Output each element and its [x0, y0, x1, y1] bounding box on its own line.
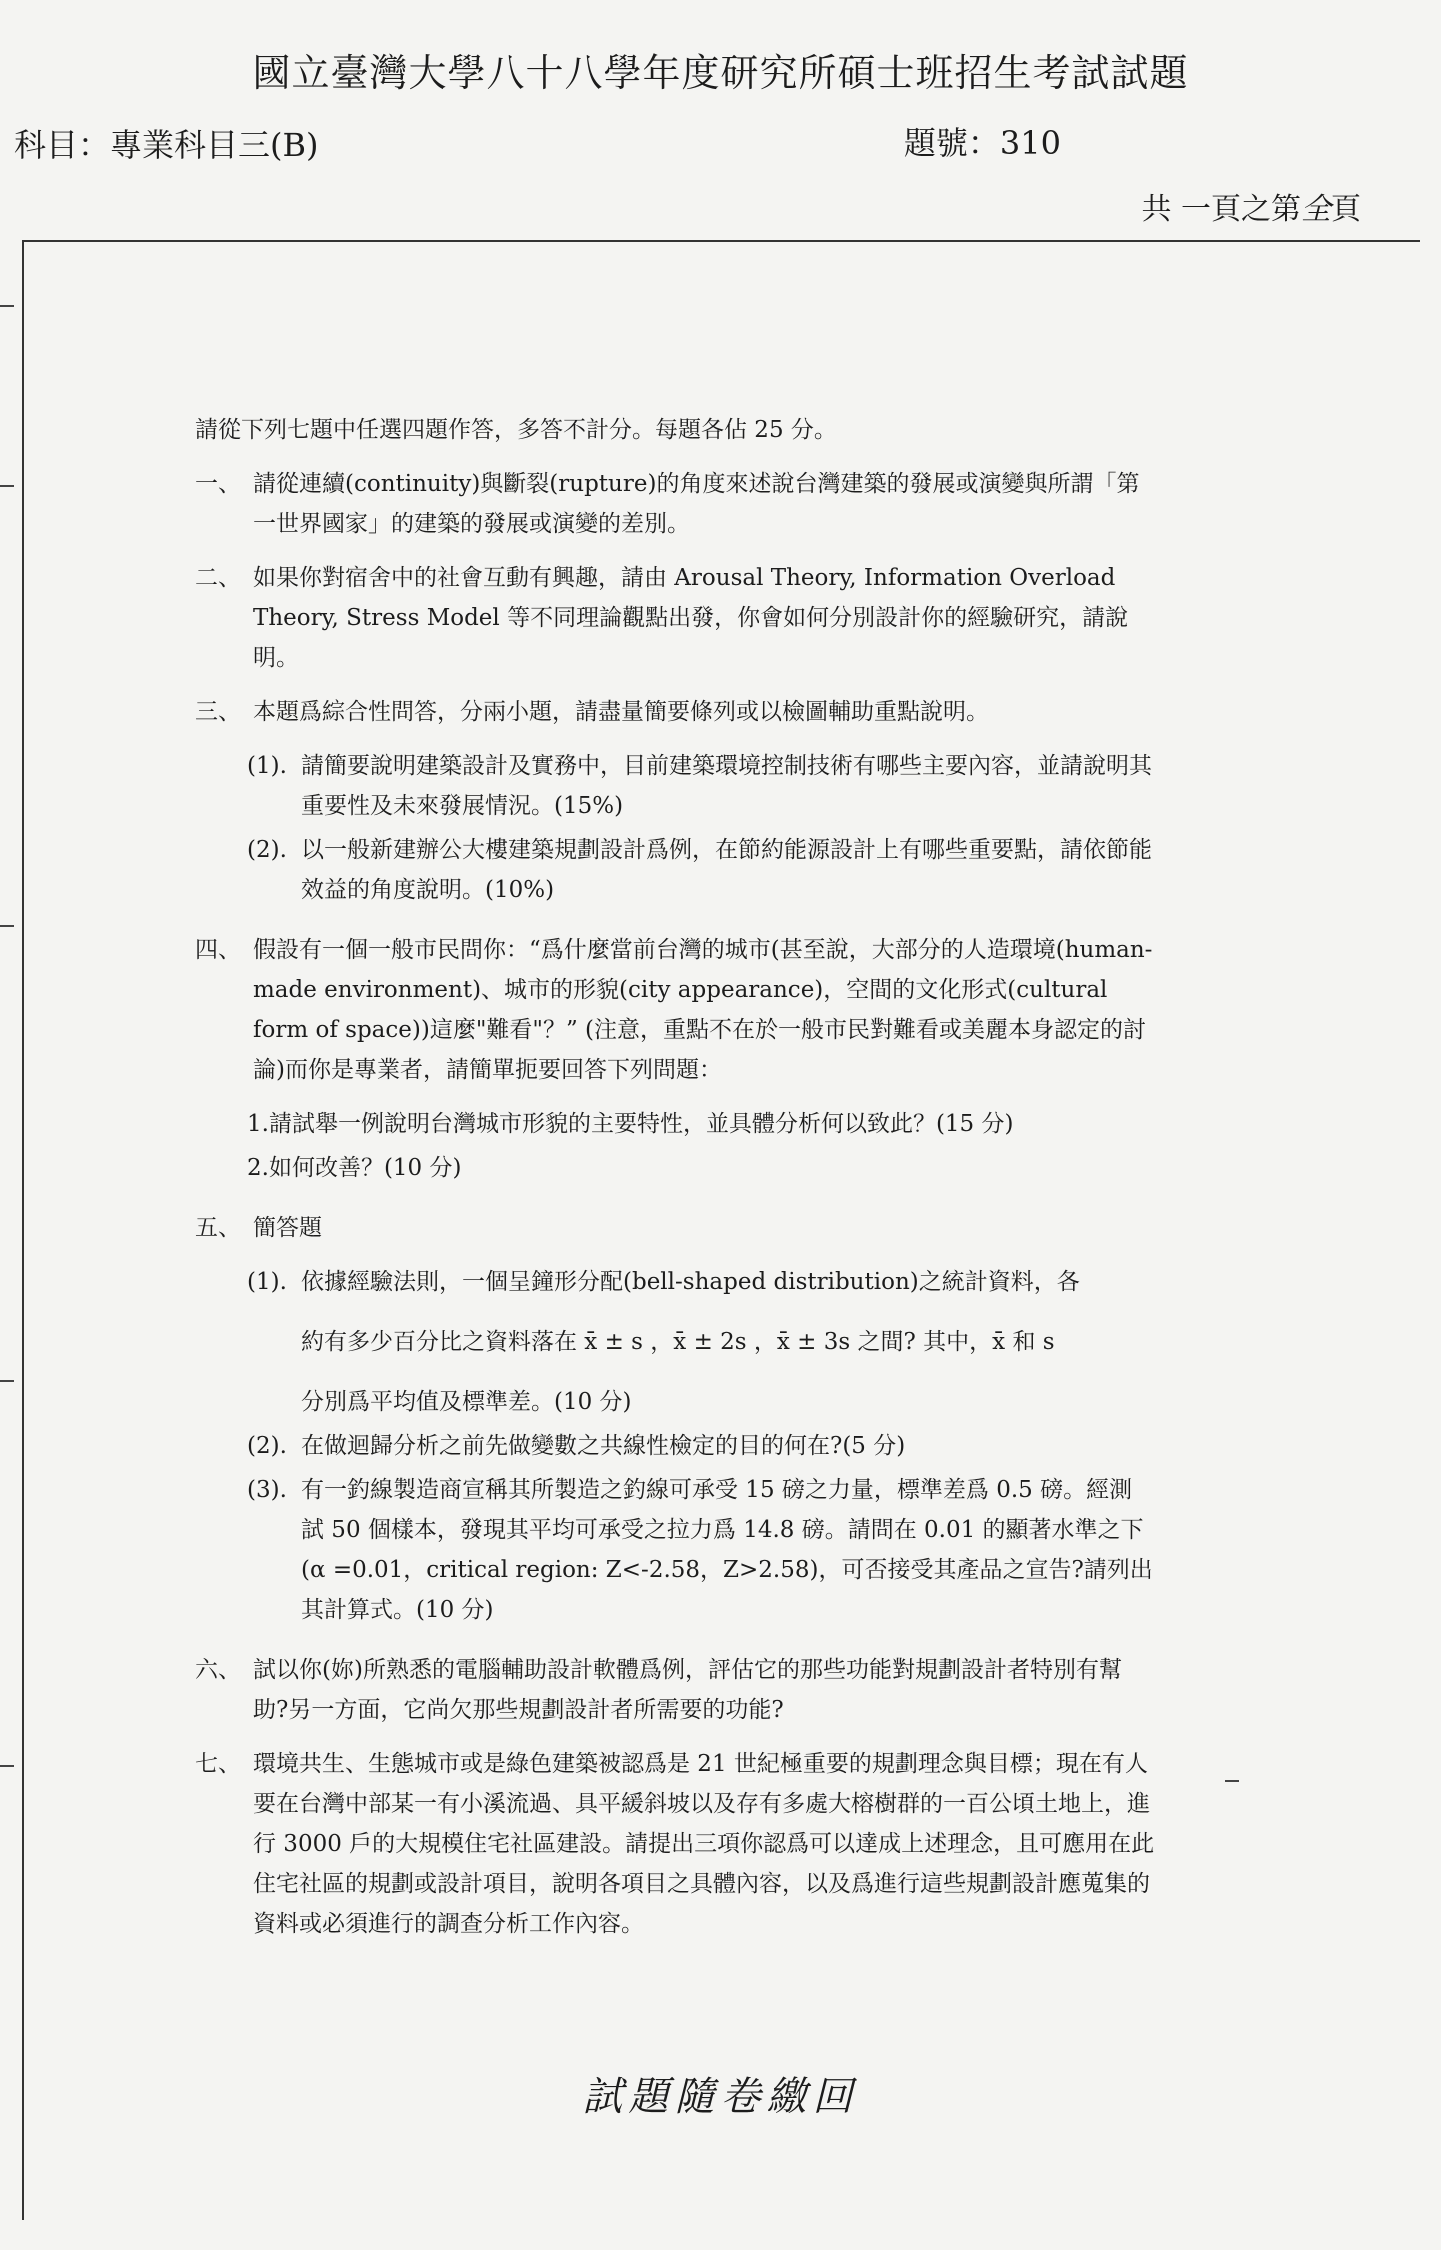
question-number-label: 五、 [195, 1215, 241, 1241]
question-3-sub-1 [247, 746, 1155, 826]
exam-content [195, 410, 1155, 1958]
sub-text: 請簡要說明建築設計及實務中，目前建築環境控制技術有哪些主要內容，並請說明其重要性及未來發展情況。(15%) [301, 753, 1152, 819]
sub-number: (1). [247, 753, 287, 779]
question-text: 本題爲綜合性問答，分兩小題，請盡量簡要條列或以檢圖輔助重點說明。 [253, 699, 989, 725]
question-text: 請從連續(continuity)與斷裂(rupture)的角度來述說台灣建築的發展或演變與所謂「第一世界國家」的建築的發展或演變的差別。 [253, 471, 1140, 537]
sub-text-line-3: 分別爲平均值及標準差。(10 分) [301, 1389, 632, 1415]
question-number: 題號：310 [903, 124, 1061, 162]
question-text: 如果你對宿舍中的社會互動有興趣，請由 Arousal Theory, Information Overload Theory, Stress Model 等不同理論觀點出發，你會如何分別設計你的經驗研究，請說明。 [253, 565, 1129, 671]
question-7 [195, 1744, 1155, 1944]
question-5 [195, 1208, 1155, 1248]
question-text: 假設有一個一般市民問你：“爲什麼當前台灣的城市(甚至說，大部分的人造環境(human-made environment)、城市的形貌(city appearance)，空間的文化形式(cultural form of space))這麼"難看"？” (注意，重點不在於一般市民對難看或美麗本身認定的討論)而你是專業者，請簡單扼要回答下列問題： [253, 937, 1153, 1083]
return-notice: 試題隨卷繳回 [582, 2074, 859, 2120]
question-2 [195, 558, 1155, 678]
sub-number: (2). [247, 1433, 287, 1459]
question-text: 簡答題 [253, 1215, 322, 1241]
question-number-label: 一、 [195, 471, 241, 497]
question-text: 環境共生、生態城市或是綠色建築被認爲是 21 世紀極重要的規劃理念與目標；現在有人要在台灣中部某一有小溪流過、具平緩斜坡以及存有多處大榕樹群的一百公頃土地上，進行 3000 戶的大規模住宅社區建設。請提出三項你認爲可以達成上述理念，且可應用在此住宅社區的規劃或設計項目，說明各項目之具體內容，以及爲進行這些規劃設計應蒐集的資料或必須進行的調查分析工作內容。 [253, 1751, 1155, 1937]
sub-text: 以一般新建辦公大樓建築規劃設計爲例，在節約能源設計上有哪些重要點，請依節能效益的角度說明。(10%) [301, 837, 1152, 903]
question-number-label: 三、 [195, 699, 241, 725]
sub-text: 有一釣線製造商宣稱其所製造之釣線可承受 15 磅之力量，標準差爲 0.5 磅。經測試 50 個樣本，發現其平均可承受之拉力爲 14.8 磅。請問在 0.01 的顯著水準之下(α =0.01，critical region: Z<-2.58，Z>2.58)，可否接受其產品之宣告?請列出其計算式。(10 分) [301, 1477, 1153, 1623]
binding-tick-1 [0, 305, 14, 307]
page-info-prefix: 共 一頁之第 [1141, 192, 1301, 227]
sub-text-line-2: 約有多少百分比之資料落在 x̄ ± s ，x̄ ± 2s ，x̄ ± 3s 之間? 其中，x̄ 和 s [301, 1329, 1055, 1355]
sub-text: 在做迴歸分析之前先做變數之共線性檢定的目的何在?(5 分) [301, 1433, 906, 1459]
question-3-sub-2 [247, 830, 1155, 910]
sub-number: (3). [247, 1477, 287, 1503]
page-info [1141, 184, 1361, 228]
binding-tick-3 [0, 925, 14, 927]
question-6 [195, 1650, 1155, 1730]
question-4-item-2: 2.如何改善？(10 分) [247, 1155, 462, 1181]
page-info-suffix: 頁 [1331, 192, 1361, 227]
question-5-sub-1 [247, 1262, 1155, 1422]
binding-tick-2 [0, 485, 14, 487]
question-1 [195, 464, 1155, 544]
question-3 [195, 692, 1155, 732]
sub-number: (1). [247, 1269, 287, 1295]
binding-tick-5 [0, 1765, 14, 1767]
sub-text-line-1: 依據經驗法則，一個呈鐘形分配(bell-shaped distribution)之統計資料，各 [301, 1269, 1080, 1295]
page-info-handwritten: 全 [1301, 192, 1331, 227]
sub-number: (2). [247, 837, 287, 863]
question-5-sub-2 [247, 1426, 1155, 1466]
question-text: 試以你(妳)所熟悉的電腦輔助設計軟體爲例，評估它的那些功能對規劃設計者特別有幫助?另一方面，它尚欠那些規劃設計者所需要的功能? [253, 1657, 1122, 1723]
binding-tick-4 [0, 1380, 14, 1382]
question-5-sub-3 [247, 1470, 1155, 1630]
subject-label: 科目：專業科目三(B) [14, 126, 319, 164]
question-number-label: 六、 [195, 1657, 241, 1683]
question-number-label: 二、 [195, 565, 241, 591]
exam-title: 國立臺灣大學八十八學年度研究所碩士班招生考試試題 [252, 51, 1189, 95]
question-4-item-1: 1.請試舉一例說明台灣城市形貌的主要特性，並具體分析何以致此？(15 分) [247, 1111, 1014, 1137]
question-4 [195, 930, 1155, 1090]
question-number-label: 七、 [195, 1751, 241, 1777]
binding-tick-6 [1225, 1780, 1239, 1782]
question-number-label: 四、 [195, 937, 241, 963]
instructions: 請從下列七題中任選四題作答，多答不計分。每題各佔 25 分。 [195, 417, 837, 443]
